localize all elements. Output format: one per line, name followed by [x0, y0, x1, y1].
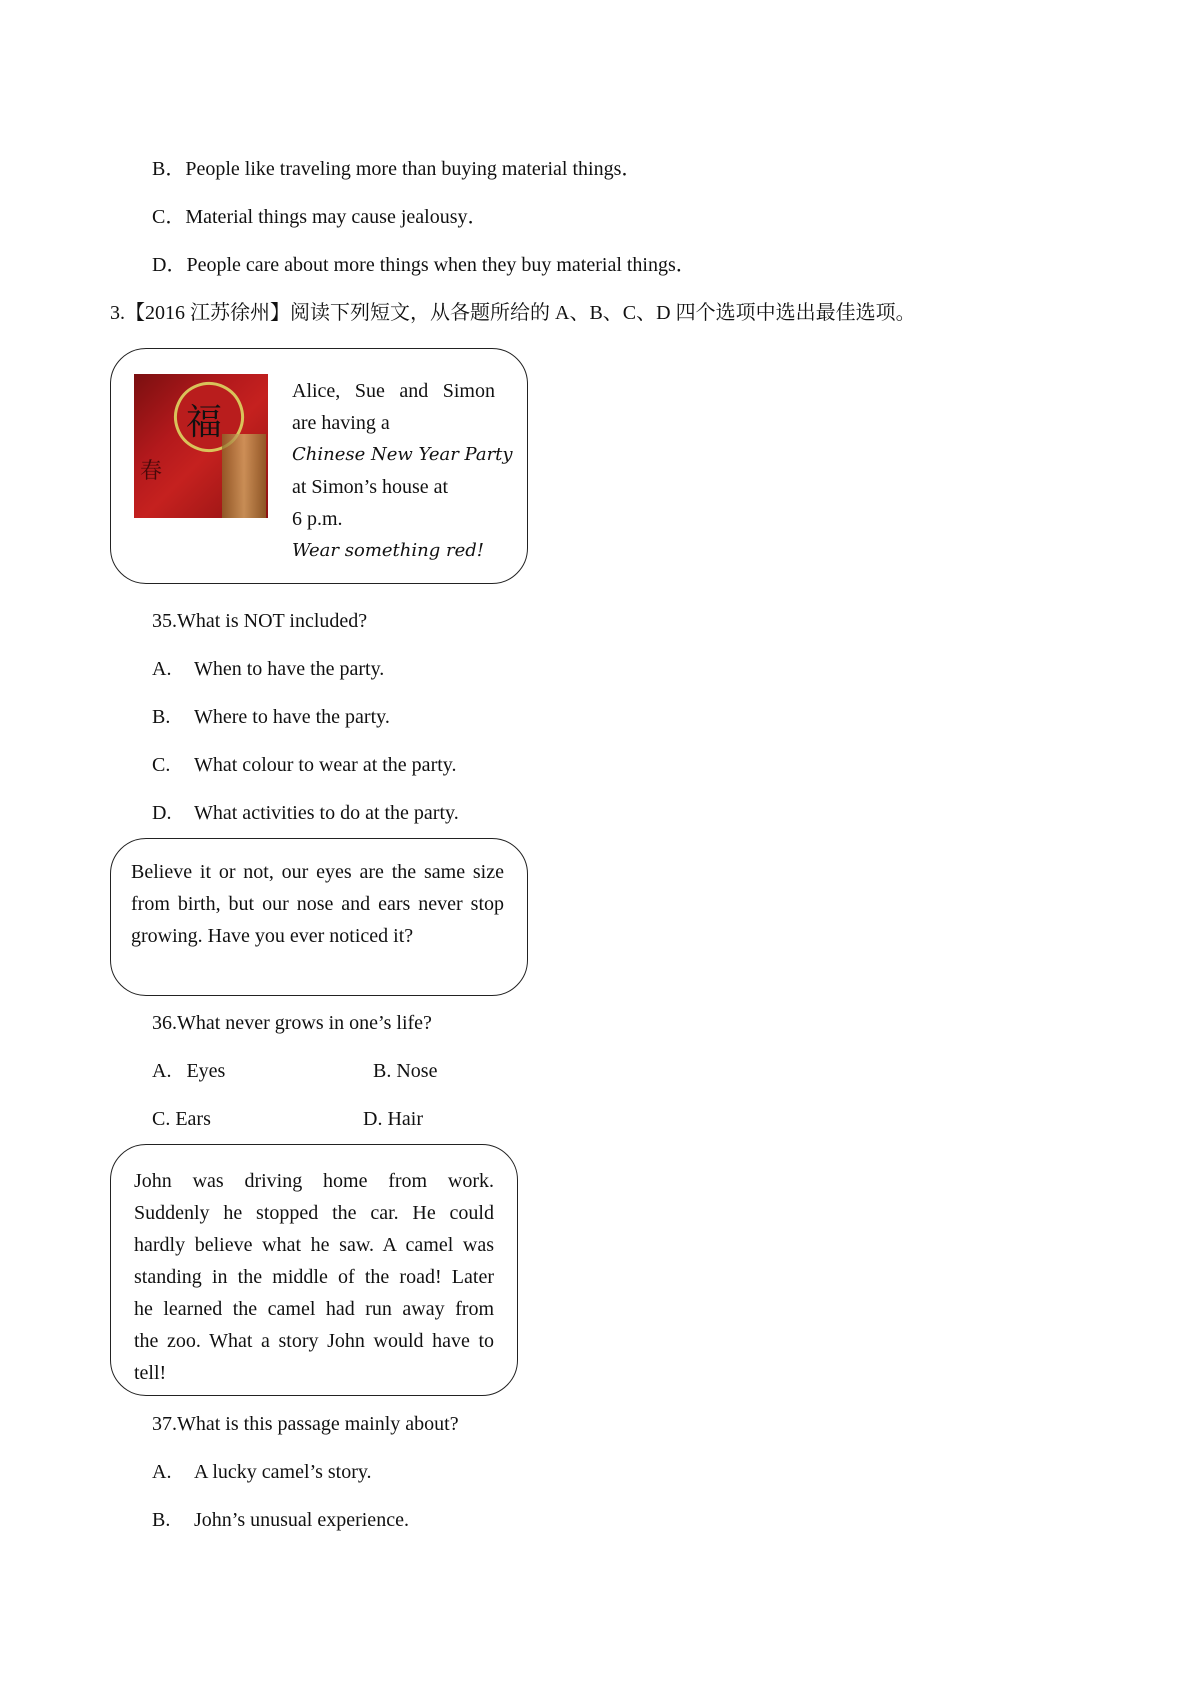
card1-line-6: Wear something red!	[292, 540, 484, 561]
q37-option-a: A. A lucky camel’s story.	[152, 1461, 372, 1483]
question-37: 37.What is this passage mainly about?	[152, 1413, 459, 1435]
option-c-top: C．Material things may cause jealousy．	[152, 206, 488, 228]
card3-line-5: he learned the camel had run away from	[134, 1298, 494, 1320]
card2-line-1: Believe it or not, our eyes are the same size	[131, 861, 504, 883]
card3-line-1: John was driving home from work.	[134, 1170, 494, 1192]
card1-line-2: are having a	[292, 412, 390, 434]
question-35: 35.What is NOT included?	[152, 610, 368, 632]
question-36: 36.What never grows in one’s life?	[152, 1012, 432, 1034]
chinese-new-year-picture: 福 春	[134, 374, 268, 518]
q35-option-d: D. What activities to do at the party.	[152, 802, 459, 824]
option-d-top: D．People care about more things when they buy material things．	[152, 254, 696, 276]
q36-option-b: B. Nose	[373, 1060, 438, 1082]
q37-option-b: B. John’s unusual experience.	[152, 1509, 409, 1531]
card3-line-3: hardly believe what he saw. A camel was	[134, 1234, 494, 1256]
option-b-top: B．People like traveling more than buying material things．	[152, 158, 642, 180]
q36-option-d: D. Hair	[363, 1108, 423, 1130]
card1-line-1: Alice, Sue and Simon	[292, 380, 495, 402]
card3-line-6: the zoo. What a story John would have to	[134, 1330, 494, 1352]
q35-option-b: B. Where to have the party.	[152, 706, 390, 728]
card3-line-2: Suddenly he stopped the car. He could	[134, 1202, 494, 1224]
card3-line-7: tell!	[134, 1362, 167, 1384]
q35-option-a: A. When to have the party.	[152, 658, 385, 680]
card2-line-3: growing. Have you ever noticed it?	[131, 925, 414, 947]
card1-line-4: at Simon’s house at	[292, 476, 449, 498]
q36-option-a: A. Eyes	[152, 1060, 226, 1082]
card2-line-2: from birth, but our nose and ears never stop	[131, 893, 504, 915]
card1-line-3: Chinese New Year Party	[292, 444, 513, 465]
section-3-heading: 3.【2016 江苏徐州】阅读下列短文，从各题所给的 A、B、C、D 四个选项中选出最佳选项。	[110, 302, 916, 324]
card1-line-5: 6 p.m.	[292, 508, 343, 530]
q36-option-c: C. Ears	[152, 1108, 211, 1130]
card3-line-4: standing in the middle of the road! Later	[134, 1266, 494, 1288]
q35-option-c: C. What colour to wear at the party.	[152, 754, 457, 776]
